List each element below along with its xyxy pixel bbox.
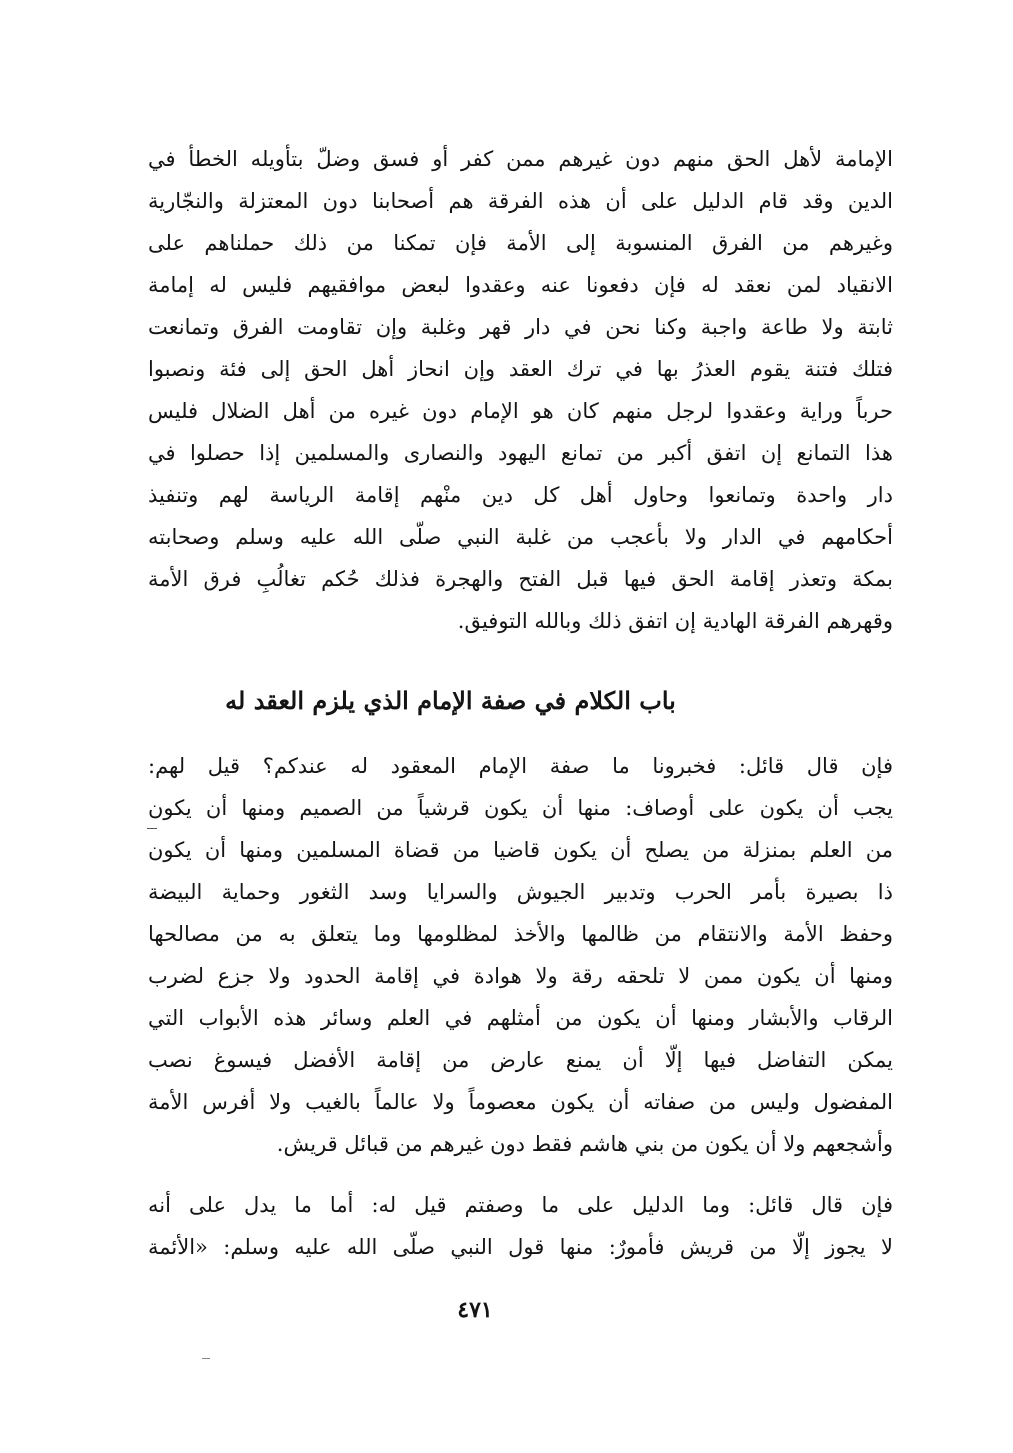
text-line: الرقاب والأبشار ومنها أن يكون من أمثلهم في العلم وسائر هذه الأبواب التي	[148, 1006, 893, 1030]
text-line: الإمامة لأهل الحق منهم دون غيرهم ممن كفر أو فسق وضلّ بتأويله الخطأ في	[148, 147, 893, 171]
text-line: ذا بصيرة بأمر الحرب وتدبير الجيوش والسرايا وسد الثغور وحماية البيضة	[148, 880, 893, 904]
text-line: حرباً وراية وعقدوا لرجل منهم كان هو الإمام دون غيره من أهل الضلال فليس	[148, 399, 893, 423]
text-line: يجب أن يكون على أوصاف: منها أن يكون قرشياً من الصميم ومنها أن يكون	[148, 796, 893, 820]
text-line: هذا التمانع إن اتفق أكبر من تمانع اليهود والنصارى والمسلمين إذا حصلوا في	[148, 441, 893, 465]
text-line: لا يجوز إلّا من قريش فأمورٌ: منها قول النبي صلّى الله عليه وسلم: «الأئمة	[148, 1235, 893, 1259]
text-line: يمكن التفاضل فيها إلّا أن يمنع عارض من إقامة الأفضل فيسوغ نصب	[148, 1048, 893, 1072]
page-number: ٤٧١	[457, 1297, 493, 1323]
text-line: دار واحدة وتمانعوا وحاول أهل كل دين منْهم إقامة الرياسة لهم وتنفيذ	[148, 483, 893, 507]
text-line: وقهرهم الفرقة الهادية إن اتفق ذلك وبالله التوفيق.	[457, 609, 893, 633]
text-line: أحكامهم في الدار ولا بأعجب من غلبة النبي صلّى الله عليه وسلم وصحابته	[148, 525, 893, 549]
text-line: بمكة وتعذر إقامة الحق فيها قبل الفتح والهجرة فذلك حُكم تغالُبِ فرق الأمة	[148, 567, 893, 591]
text-line: فإن قال قائل: وما الدليل على ما وصفتم قيل له: أما ما يدل على أنه	[148, 1193, 893, 1217]
text-line: وحفظ الأمة والانتقام من ظالمها والأخذ لمظلومها وما يتعلق به من مصالحها	[148, 922, 893, 946]
corner-mark	[202, 1358, 210, 1359]
section-heading: باب الكلام في صفة الإمام الذي يلزم العقد له	[225, 686, 676, 715]
text-line: الانقياد لمن نعقد له فإن دفعونا عنه وعقدوا لبعض موافقيهم فليس له إمامة	[148, 273, 893, 297]
text-line: المفضول وليس من صفاته أن يكون معصوماً ولا عالماً بالغيب ولا أفرس الأمة	[148, 1090, 893, 1114]
text-line: ومنها أن يكون ممن لا تلحقه رقة ولا هوادة في إقامة الحدود ولا جزع لضرب	[148, 964, 893, 988]
text-line: وغيرهم من الفرق المنسوبة إلى الأمة فإن تمكنا من ذلك حملناهم على	[148, 231, 893, 255]
paragraph-imamate-conflict	[148, 138, 893, 642]
text-line: الدين وقد قام الدليل على أن هذه الفرقة هم أصحابنا دون المعتزلة والنجّارية	[148, 189, 893, 213]
text-line: ثابتة ولا طاعة واجبة وكنا نحن في دار قهر وغلبة وإن تقاومت الفرق وتمانعت	[148, 315, 893, 339]
text-line: وأشجعهم ولا أن يكون من بني هاشم فقط دون غيرهم من قبائل قريش.	[276, 1132, 893, 1156]
text-line: فإن قال قائل: فخبرونا ما صفة الإمام المعقود له عندكم؟ قيل لهم:	[148, 754, 893, 778]
margin-mark	[147, 828, 157, 829]
paragraph-quraysh-evidence	[148, 1184, 893, 1268]
text-line: فتلك فتنة يقوم العذرُ بها في ترك العقد وإن انحاز أهل الحق إلى فئة ونصبوا	[148, 357, 893, 381]
text-line: من العلم بمنزلة من يصلح أن يكون قاضيا من قضاة المسلمين ومنها أن يكون	[148, 838, 893, 862]
paragraph-imam-attributes	[148, 745, 893, 1165]
